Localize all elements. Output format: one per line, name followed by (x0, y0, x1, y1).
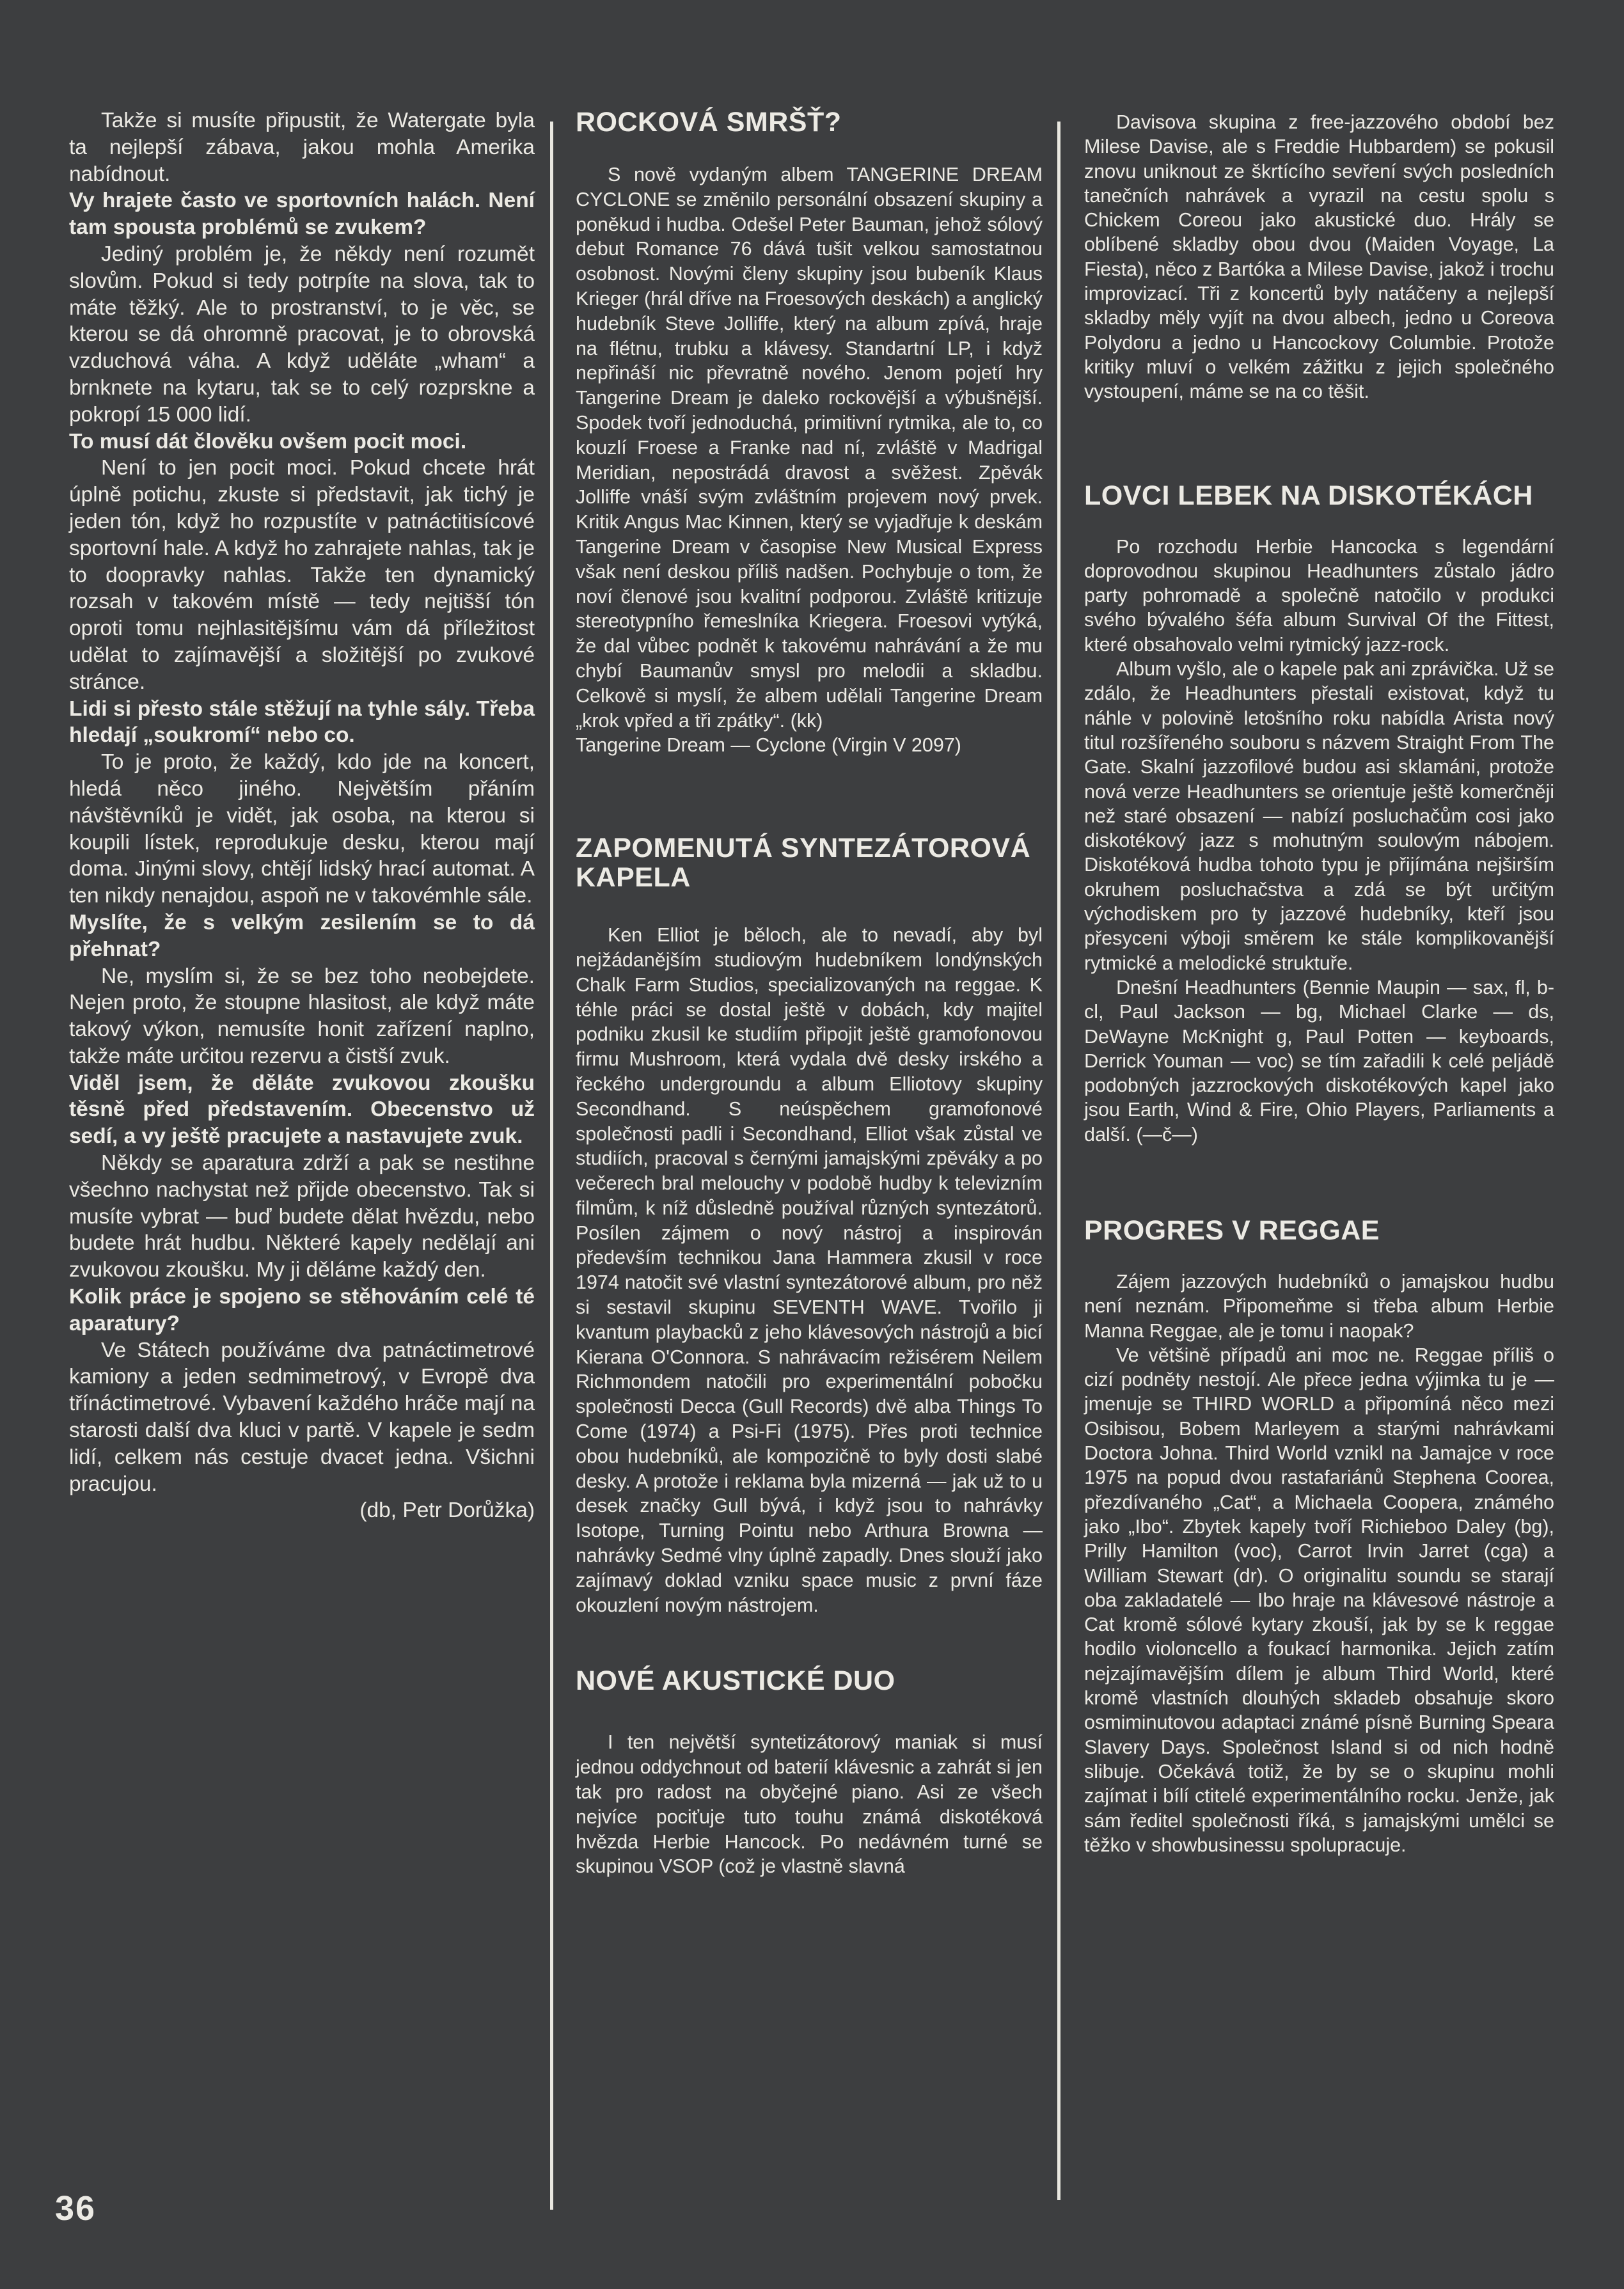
page-number: 36 (55, 2189, 97, 2228)
article-paragraph: Dnešní Headhunters (Bennie Maupin — sax, fl, b-cl, Paul Jackson — bg, Michael Clarke — ds, DeWayne McKnight g, Paul Potten — keyboards, Derrick Youman — voc) se tím zařadili k celé peljádě podobných jazzrockových diskotékových kapel jako jsou Earth, Wind & Fire, Ohio Players, Parliaments a další. (—č—) (1084, 976, 1554, 1145)
question-paragraph: To musí dát člověku ovšem pocit moci. (69, 429, 467, 453)
article-paragraph: Ken Elliot je běloch, ale to nevadí, aby byl nejžádanějším studiovým hudebníkem londýnských Chalk Farm Studios, specializovaných na reggae. K téhle práci se dostal ještě v dobách, kdy majitel podniku zkusil ke studiím připojit ještě gramofonovou firmu Mushroom, která vydala dvě desky irského a řeckého undergroundu a album Elliotovy skupiny Secondhand. S neúspěchem gramofonové společnosti padli i Secondhand, Elliot však zůstal ve studiích, pracoval s černými jamajskými zpěváky a po večerech bral melouchy v podobě hudby k televizním filmům, k níž důsledně používal různých syntezátorů. Posílen zájmem o nový nástroj a inspirován především technikou Jana Hammera zkusil v roce 1974 natočit své vlastní syntezátorové album, pro něž si sestavil skupinu SEVENTH WAVE. Tvořilo ji kvantum playbacků z jeho klávesových nástrojů a bicí Kierana O'Connora. S nahrávacím režisérem Neilem Richmondem natočili pro experimentální pobočku společnosti Decca (Gull Records) dvě alba Things To Come (1974) a Psi-Fi (1975). Přes proti technice obou hudebníků, ale kompozičně to byly dosti slabé desky. A protože i reklama byla mizerná — jak už to u desek značky Gull bývá, i když jsou to nahrávky Isotope, Turning Pointu nebo Arthura Browna — nahrávky Sedmé vlny úplně zapadly. Dnes slouží jako zajímavý doklad vzniku space music z první fáze okouzlení novým nástrojem. (576, 924, 1043, 1616)
answer-paragraph: Ve Státech používáme dva patnáctimetrové kamiony a jeden sedmimetrový, v Evropě dva třínáctimetrové. Vybavení každého hráče mají na starosti další dva kluci v partě. V kapele je sedm lidí, celkem nás cestuje dvacet jedna. Všichni pracujou. (69, 1338, 535, 1496)
question-paragraph: Myslíte, že s velkým zesilením se to dá přehnat? (69, 910, 535, 961)
answer-paragraph: Jediný problém je, že někdy není rozumět slovům. Pokud si tedy potrpíte na slova, tak to máte těžký. Ale to prostranství, to je věc, se kterou se dá ohromně pracovat, je to obrovská vzduchová váha. A když uděláte „wham“ a brnknete na kytaru, tak se to celý rozprskne a pokropí 15 000 lidí. (69, 242, 535, 427)
question-paragraph: Viděl jsem, že děláte zvukovou zkoušku těsně před představením. Obecenstvo už sedí, a vy ještě pracujete a nastavujete zvuk. (69, 1071, 535, 1149)
headline-nove-akusticke-duo: NOVÉ AKUSTICKÉ DUO (576, 1665, 895, 1697)
article-paragraph: Ve většině případů ani moc ne. Reggae příliš o cizí podněty nestojí. Ale přece jedna výjimka tu je — jmenuje se THIRD WORLD a připomíná něco mezi Osibisou, Bobem Marleyem a starými nahrávkami Doctora Johna. Third World vznikl na Jamajce v roce 1975 na popud dvou rastafariánů Stephena Coorea, přezdívaného „Cat“, a Michaela Coopera, známého jako „Ibo“. Zbytek kapely tvoří Richieboo Daley (bg), Prilly Hamilton (voc), Carrot Irvin Jarret (cga) a William Stewart (dr). O originalitu soundu se starají oba zakladatelé — Ibo hraje na klávesové nástroje a Cat kromě sólové kytary zkouší, jak by se k reggae hodilo violoncello a foukací harmonika. Jejich zatím nejzajímavějším dílem je album Third World, které kromě vlastních dlouhých skladeb obsahuje skoro osmiminutovou adaptaci známé písně Burning Speara Slavery Days. Společnost Island si od nich hodně slibuje. Očekává totiž, že by se o skupinu mohli zajímat i bílí ctitelé experimentálního rocku. Jenže, jak sám ředitel společnosti říká, s jamajskými umělci se těžko v showbusinessu spolupracuje. (1084, 1344, 1554, 1856)
news-column-middle (576, 107, 1043, 1879)
answer-paragraph: Někdy se aparatura zdrží a pak se nestihne všechno nachystat než přijde obecenstvo. Tak si musíte vybrat — buď budete dělat hvězdu, nebo budete hrát hudbu. Některé kapely nedělají ani zvukovou zkoušku. My ji děláme každý den. (69, 1151, 535, 1282)
interview-column (69, 107, 535, 1524)
question-paragraph: Vy hrajete často ve sportovních halách. Není tam spousta problémů se zvukem? (69, 189, 535, 240)
answer-paragraph: Není to jen pocit moci. Pokud chcete hrát úplně potichu, zkuste si představit, jak tichý je jeden tón, když ho rozpustíte v patnáctitisícové sportovní hale. A když ho zahrajete nahlas, tak je to doopravky nahlas. Takže ten dynamický rozsah v takovém místě — tedy nejtišší tón oproti tomu nejhlasitějšímu vám dá příležitost udělat to zajímavější a složitější po zvukové stránce. (69, 456, 535, 694)
article-paragraph: Album vyšlo, ale o kapele pak ani zprávička. Už se zdálo, že Headhunters přestali existovat, když tu náhle v polovině letošního roku nabídla Arista nový titul rozšířeného souboru s názvem Straight From The Gate. Skalní jazzofilové budou asi sklamáni, protože nová verze Headhunters se orientuje ještě komerčněji než staré obsazení — nabízí posluchačům cosi jako diskotékový jazz s mohutným soulovým nábojem. Diskotéková hudba tohoto typu je přijímána nejširším okruhem posluchačstva a zdá se být určitým východiskem pro ty jazzové hudebníky, kteří jsou přesyceni výboji směrem ke stále komplikovanější rytmické a melodické struktuře. (1084, 658, 1554, 974)
headline-zapomenuta-kapela: ZAPOMENUTÁ SYNTEZÁTOROVÁ KAPELA (576, 833, 1031, 893)
author-signature: (db, Petr Dorůžka) (359, 1498, 535, 1523)
headline-lovci-lebek: LOVCI LEBEK NA DISKOTÉKÁCH (1084, 480, 1533, 511)
question-paragraph: Kolik práce je spojeno se stěhováním celé té aparatury? (69, 1285, 535, 1335)
article-paragraph: Po rozchodu Herbie Hancocka s legendární doprovodnou skupinou Headhunters zůstalo jádro party pohromadě a společně natočilo v produkci svého bývalého šéfa album Survival Of the Fittest, které obsahovalo velmi rytmický jazz-rock. (1084, 535, 1554, 656)
answer-paragraph: Takže si musíte připustit, že Watergate byla ta nejlepší zábava, jakou mohla Amerika nabídnout. (69, 109, 535, 186)
answer-paragraph: Ne, myslím si, že se bez toho neobejdete. Nejen proto, že stoupne hlasitost, ale když máte takový výkon, nemusíte honit zařízení naplno, takže máte určitou rezervu a čistší zvuk. (69, 964, 535, 1068)
news-column-right (1084, 110, 1554, 1857)
headline-progres-v-reggae: PROGRES V REGGAE (1084, 1215, 1380, 1246)
article-paragraph: Zájem jazzových hudebníků o jamajskou hudbu není neznám. Připomeňme si třeba album Herbie Manna Reggae, ale je tomu i naopak? (1084, 1270, 1554, 1342)
article-continuation: Davisova skupina z free-jazzového období bez Milese Davise, ale s Freddie Hubbardem) se pokusil znovu uniknout ze škrtícího sevření svých posledních tanečních nahrávek a vyrazil na cestu spolu s Chickem Coreou jako akustické duo. Hrály se oblíbené skladby obou dvou (Maiden Voyage, La Fiesta), něco z Bartóka a Milese Davise, jakož i trochu improvizací. Tři z koncertů byly natáčeny a nejlepší skladby měly vyjít na dvou albech, jedno u Coreova Polydoru a jedno u Hancockovy Columbie. Protože kritiky mluví o velkém zážitku z jejich společného vystoupení, máme se na co těšit. (1084, 111, 1554, 403)
column-divider-right (1057, 122, 1060, 2200)
column-divider-left (550, 122, 553, 2210)
record-info: Tangerine Dream — Cyclone (Virgin V 2097) (576, 734, 961, 757)
question-paragraph: Lidi si přesto stále stěžují na tyhle sály. Třeba hledají „soukromí“ nebo co. (69, 696, 535, 748)
article-paragraph: I ten největší syntetizátorový maniak si musí jednou oddychnout od baterií klávesnic a zahrát si jen tak pro radost na obyčejné piano. Asi ze všech nejvíce pociťuje tuto touhu známá diskotéková hvězda Herbie Hancock. Po nedávném turné se skupinou VSOP (což je vlastně slavná (576, 1731, 1043, 1878)
headline-rockova-smrst: ROCKOVÁ SMRŠŤ? (576, 107, 842, 138)
answer-paragraph: To je proto, že každý, kdo jde na koncert, hledá něco jiného. Největším přáním návštěvníků je vidět, jak osoba, na kterou si koupili lístek, reprodukuje desku, kterou mají doma. Jinými slovy, chtějí lidský hrací automat. A ten nikdy nenajdou, aspoň ne v takovémhle sále. (69, 750, 535, 908)
article-paragraph: S nově vydaným albem TANGERINE DREAM CYCLONE se změnilo personální obsazení skupiny a poněkud i hudba. Odešel Peter Bauman, jehož sólový debut Romance 76 dává tušit velkou samostatnou osobnost. Novými členy skupiny jsou bubeník Klaus Krieger (hrál dříve na Froesových deskách) a anglický hudebník Steve Jolliffe, který na album zpívá, hraje na flétnu, trubku a klávesy. Standartní LP, i když nepřináší nic převratně nového. Jenom pojetí hry Tangerine Dream je daleko rockovější a výbušnější. Spodek tvoří jednoduchá, primitivní rytmika, ale to, co kouzlí Froese a Franke nad ní, zvláště v Madrigal Meridian, nepostrádá dravost a svěžest. Zpěvák Jolliffe vnáší svým zvláštním projevem nový prvek. Kritik Angus Mac Kinnen, který se vyjadřuje k deskám Tangerine Dream v časopise New Musical Express však není deskou příliš nadšen. Pochybuje o tom, že noví členové jsou kvalitní podporou. Zvláště kritizuje stereotypního řemeslníka Kriegera. Froesovi vytýká, že dal vůbec podnět k takovému nahrávání a že mu chybí Baumanův smysl pro melodii a skladbu. Celkově si myslí, že albem udělali Tangerine Dream „krok vpřed a tři zpátky“. (kk) (576, 164, 1043, 732)
